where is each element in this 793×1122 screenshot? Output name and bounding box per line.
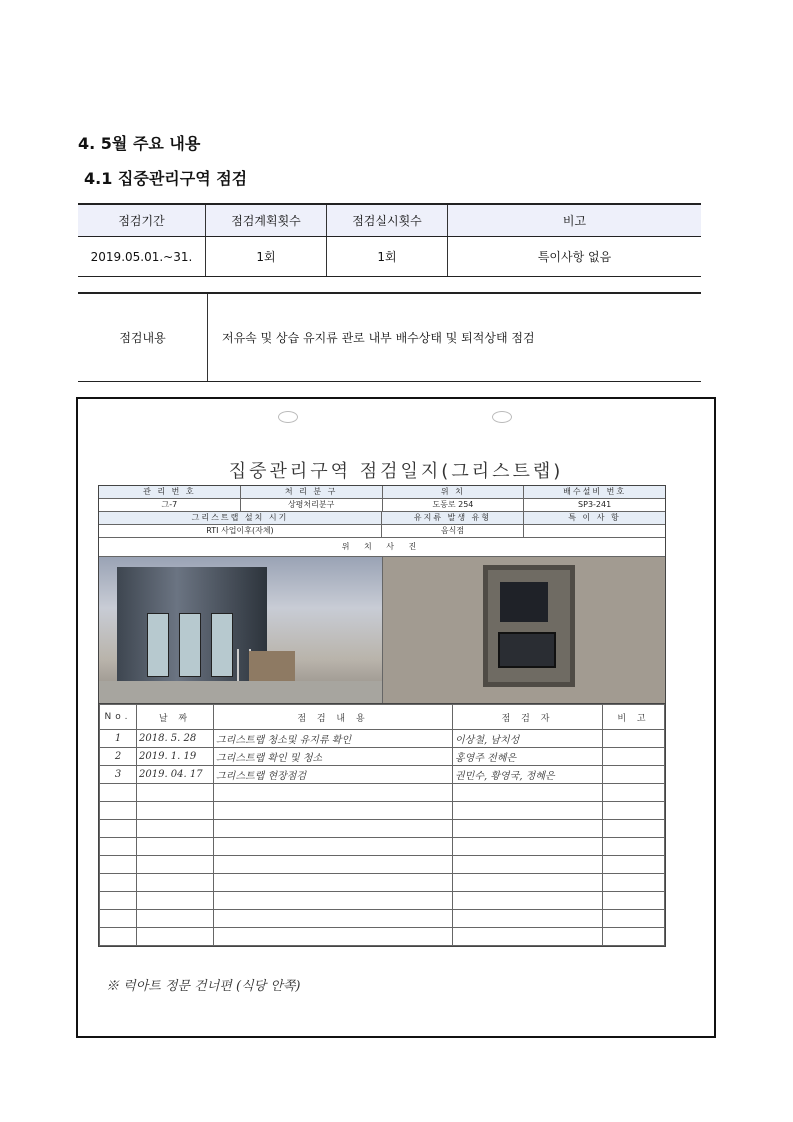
log-cell xyxy=(137,802,214,820)
log-cell xyxy=(100,802,137,820)
form-header: 관 리 번 호 xyxy=(99,486,240,498)
pavement xyxy=(99,681,382,703)
header-planned-count: 점검계획횟수 xyxy=(206,204,327,237)
log-cell xyxy=(603,910,665,928)
log-cell xyxy=(453,784,603,802)
log-cell xyxy=(603,784,665,802)
form-value: 그-7 xyxy=(161,500,178,509)
log-form xyxy=(98,485,666,947)
photo-header: 위 치 사 진 xyxy=(341,542,423,551)
log-cell xyxy=(214,892,453,910)
section-heading: 4. 5월 주요 내용 xyxy=(78,134,201,153)
log-cell xyxy=(603,766,665,784)
content-label: 점검내용 xyxy=(78,293,208,382)
log-cell: 홍영주 전혜은 xyxy=(453,748,603,766)
form-header-row-2 xyxy=(99,512,665,525)
log-cell xyxy=(137,838,214,856)
log-header-row xyxy=(100,705,665,730)
sub-heading: 4.1 집중관리구역 점검 xyxy=(84,169,248,188)
log-cell xyxy=(137,874,214,892)
form-header: 배수설비 번호 xyxy=(523,486,665,498)
log-row xyxy=(100,748,665,766)
log-cell xyxy=(214,856,453,874)
log-header: 날 짜 xyxy=(137,705,214,730)
log-cell xyxy=(137,784,214,802)
grease-trap-photo xyxy=(383,557,666,703)
log-cell: 그리스트랩 청소및 유지류 확인 xyxy=(214,730,453,748)
form-value: RTI 사업이후(자체) xyxy=(206,526,274,535)
punch-hole xyxy=(278,411,298,423)
scanned-log-sheet xyxy=(76,397,716,1038)
log-cell xyxy=(214,784,453,802)
cell-period: 2019.05.01.~31. xyxy=(78,237,206,277)
log-cell: 2019. 1. 19 xyxy=(137,748,214,766)
log-cell xyxy=(453,892,603,910)
log-row xyxy=(100,820,665,838)
log-row xyxy=(100,856,665,874)
log-cell: 그리스트랩 확인 및 청소 xyxy=(214,748,453,766)
log-cell xyxy=(214,910,453,928)
log-cell: 1 xyxy=(100,730,137,748)
log-cell xyxy=(603,802,665,820)
log-row xyxy=(100,784,665,802)
log-cell: 2 xyxy=(100,748,137,766)
log-header: No. xyxy=(100,705,137,730)
log-cell xyxy=(100,838,137,856)
log-cell xyxy=(100,856,137,874)
log-cell xyxy=(603,892,665,910)
log-cell xyxy=(603,856,665,874)
log-cell xyxy=(603,820,665,838)
log-row xyxy=(100,730,665,748)
form-header: 처 리 분 구 xyxy=(240,486,382,498)
summary-table xyxy=(78,203,701,277)
log-row xyxy=(100,766,665,784)
log-cell xyxy=(214,802,453,820)
form-value xyxy=(523,525,665,537)
log-cell xyxy=(603,838,665,856)
log-row xyxy=(100,928,665,946)
log-cell xyxy=(137,892,214,910)
log-row xyxy=(100,802,665,820)
log-header: 점 검 내 용 xyxy=(214,705,453,730)
log-cell xyxy=(214,838,453,856)
log-sheet-title: 집중관리구역 점검일지(그리스트랩) xyxy=(228,461,564,482)
log-cell xyxy=(214,874,453,892)
form-value: 도동로 254 xyxy=(382,499,524,511)
log-cell: 이상철, 남치성 xyxy=(453,730,603,748)
building-photo xyxy=(99,557,383,703)
cell-planned-count: 1회 xyxy=(206,237,327,277)
log-cell xyxy=(453,874,603,892)
log-cell xyxy=(100,892,137,910)
log-cell xyxy=(137,928,214,946)
log-cell xyxy=(100,874,137,892)
log-row xyxy=(100,874,665,892)
log-cell xyxy=(100,784,137,802)
form-header-row-1 xyxy=(99,486,665,499)
log-cell xyxy=(100,928,137,946)
log-cell xyxy=(137,856,214,874)
form-header: 특 이 사 항 xyxy=(523,512,665,524)
log-cell: 그리스트랩 현장점검 xyxy=(214,766,453,784)
log-cell xyxy=(453,928,603,946)
log-header: 비 고 xyxy=(603,705,665,730)
cell-remarks: 특이사항 없음 xyxy=(448,237,702,277)
form-value-row-1 xyxy=(99,499,665,512)
log-cell xyxy=(453,802,603,820)
log-cell xyxy=(100,910,137,928)
log-cell xyxy=(214,928,453,946)
grease-trap-pit xyxy=(483,565,575,687)
summary-data-row xyxy=(78,237,701,277)
header-period: 점검기간 xyxy=(78,204,206,237)
location-photos xyxy=(99,557,665,704)
log-header: 점 검 자 xyxy=(453,705,603,730)
photo-header-row xyxy=(99,538,665,557)
log-row xyxy=(100,910,665,928)
log-row xyxy=(100,892,665,910)
form-value-row-2 xyxy=(99,525,665,538)
log-cell: 권민수, 황영국, 정혜은 xyxy=(453,766,603,784)
log-cell: 3 xyxy=(100,766,137,784)
log-cell: 2018. 5. 28 xyxy=(137,730,214,748)
log-cell xyxy=(137,820,214,838)
log-cell xyxy=(214,820,453,838)
form-value: 음식점 xyxy=(381,525,523,537)
log-cell: 2019. 04. 17 xyxy=(137,766,214,784)
form-header: 위 치 xyxy=(382,486,524,498)
log-cell xyxy=(453,838,603,856)
header-remarks: 비고 xyxy=(448,204,702,237)
log-row xyxy=(100,838,665,856)
form-value: 상평처리분구 xyxy=(240,499,382,511)
content-table xyxy=(78,292,701,382)
form-value: SP3-241 xyxy=(523,499,665,511)
board xyxy=(249,651,295,685)
log-cell xyxy=(453,856,603,874)
handwritten-note: ※ 럭아트 정문 건너편 (식당 안쪽) xyxy=(106,979,301,994)
log-cell xyxy=(453,910,603,928)
punch-hole xyxy=(492,411,512,423)
form-header: 그리스트랩 설치 시기 xyxy=(99,512,381,524)
log-cell xyxy=(603,874,665,892)
content-value: 저유속 및 상습 유지류 관로 내부 배수상태 및 퇴적상태 점검 xyxy=(208,293,702,382)
log-cell xyxy=(453,820,603,838)
header-actual-count: 점검실시횟수 xyxy=(327,204,448,237)
form-header: 유지류 발생 유형 xyxy=(381,512,523,524)
cell-actual-count: 1회 xyxy=(327,237,448,277)
summary-header-row xyxy=(78,204,701,237)
inspection-log-table xyxy=(99,704,665,946)
log-cell xyxy=(603,748,665,766)
log-cell xyxy=(603,928,665,946)
log-cell xyxy=(137,910,214,928)
log-cell xyxy=(603,730,665,748)
log-cell xyxy=(100,820,137,838)
